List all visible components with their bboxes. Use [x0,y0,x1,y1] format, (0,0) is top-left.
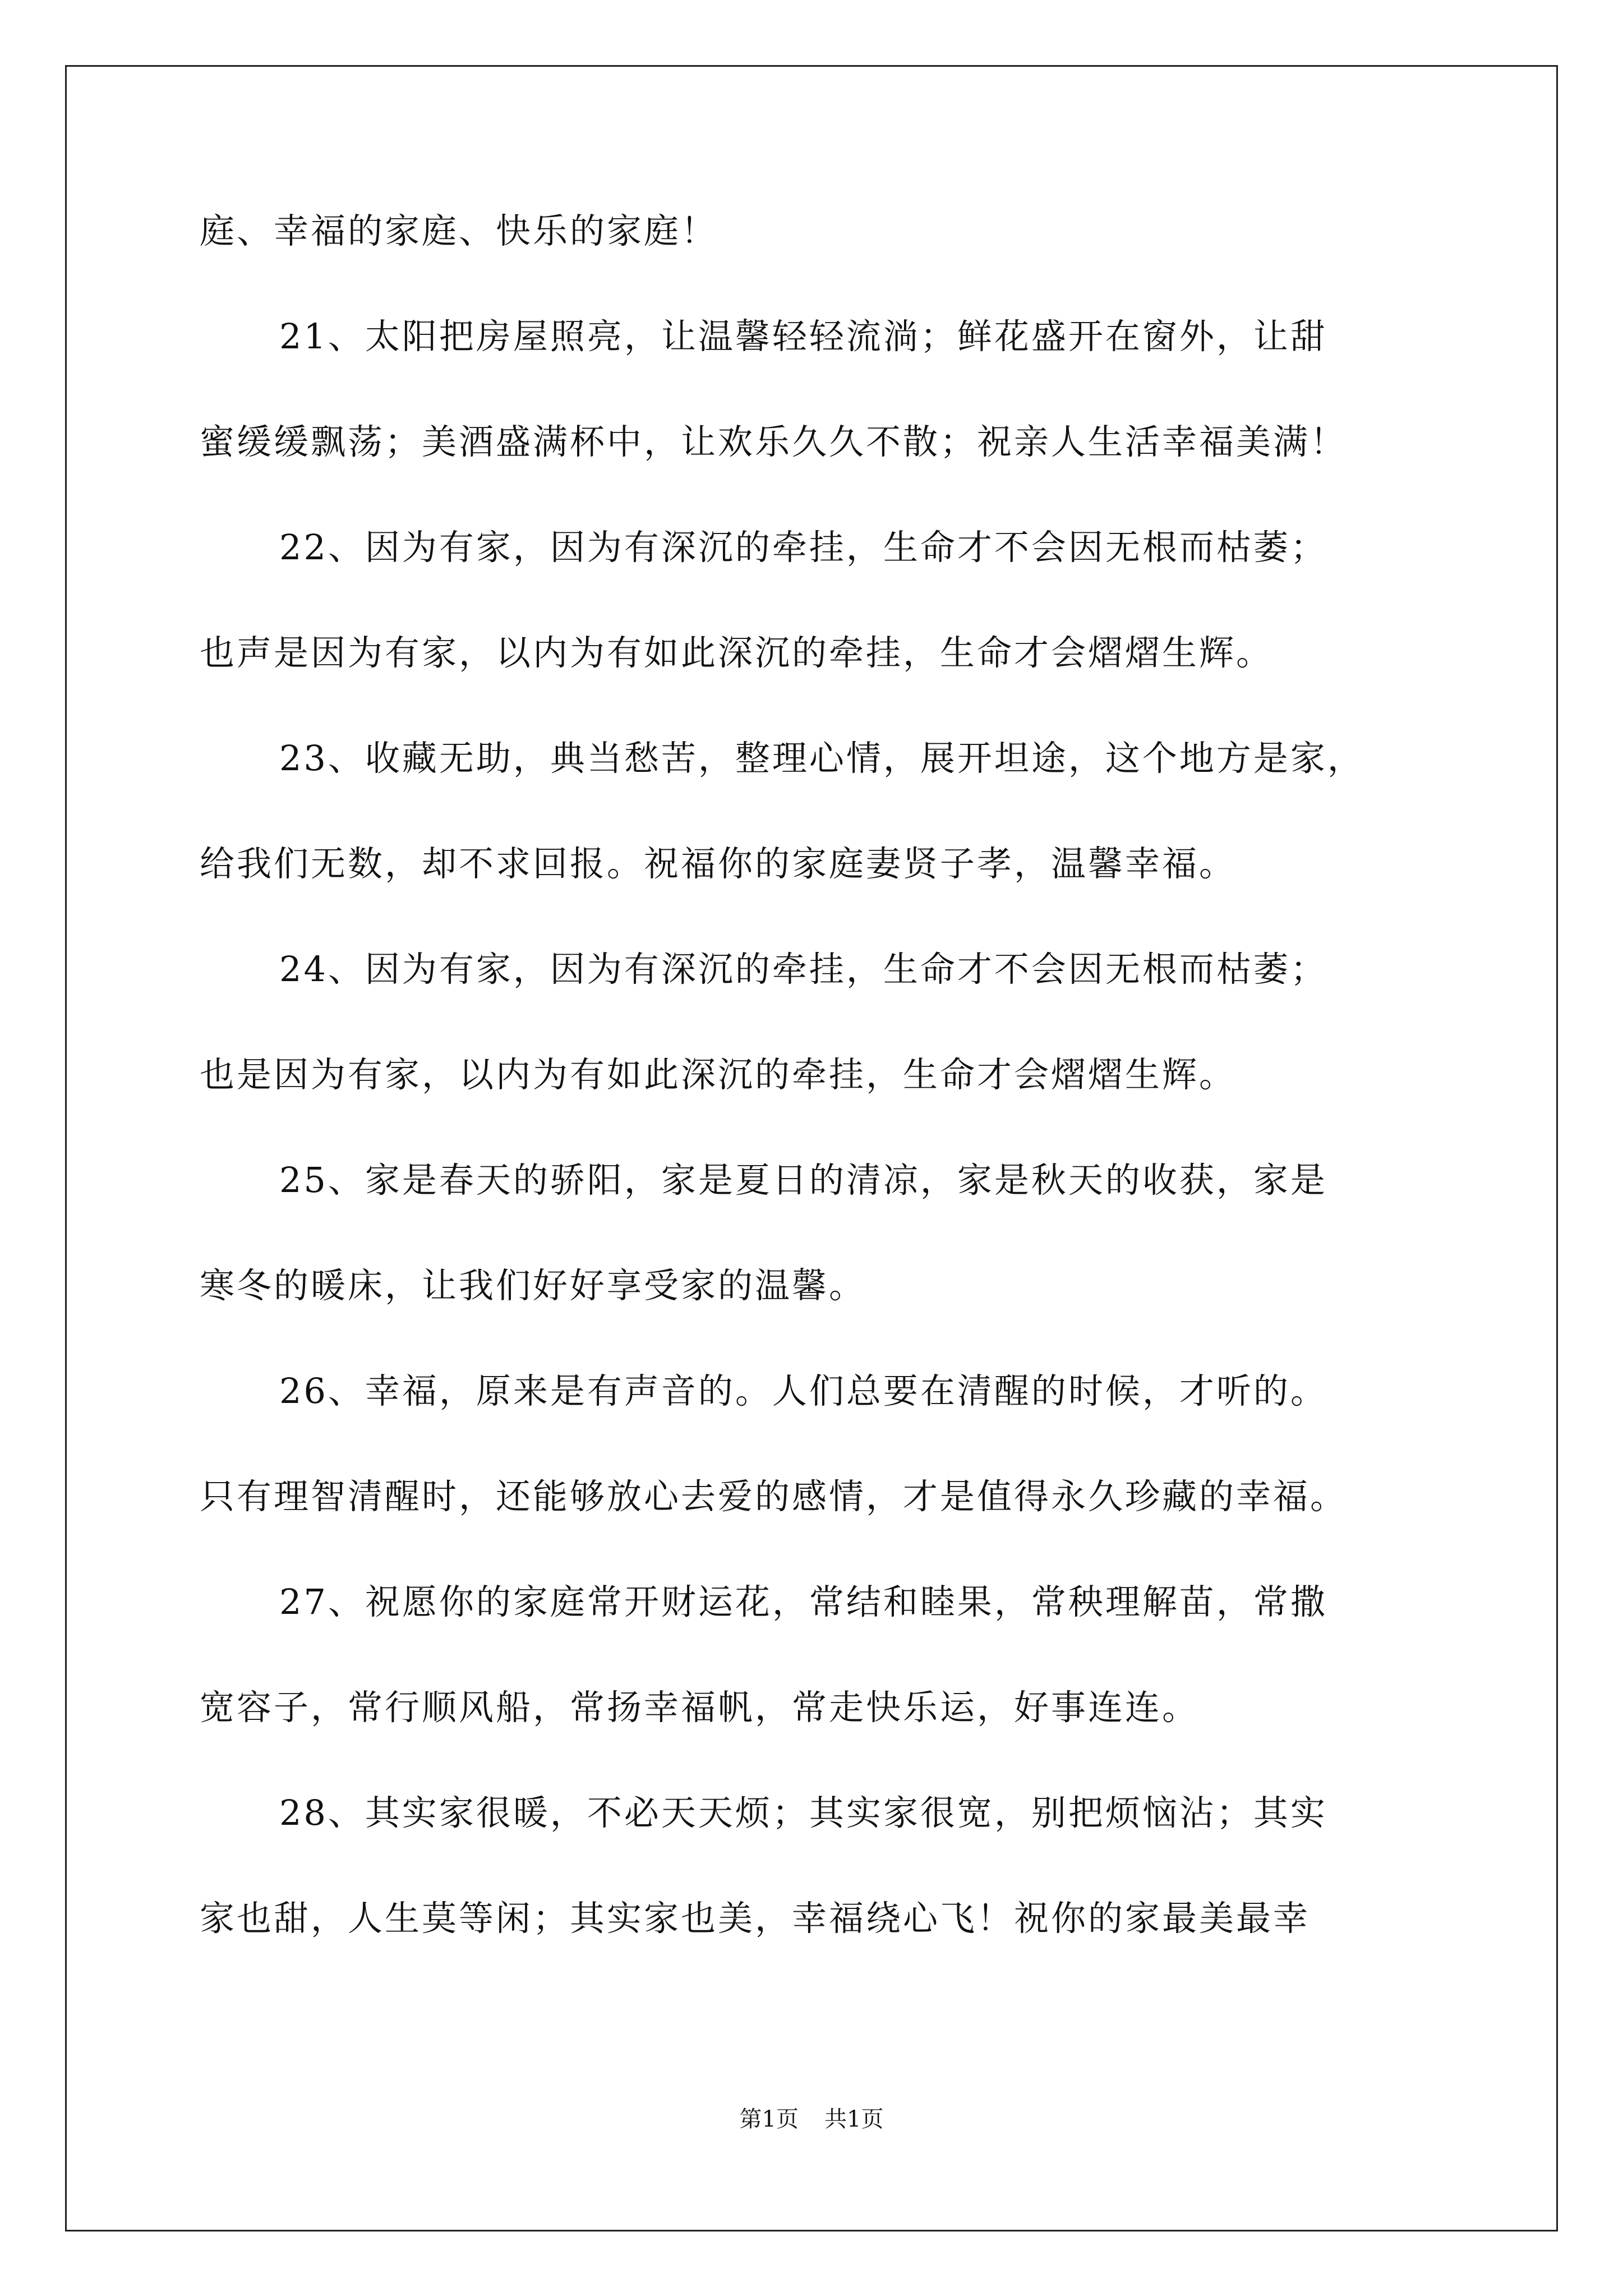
paragraph-23-line-1: 23、收藏无助，典当愁苦，整理心情，展开坦途，这个地方是家， [279,738,1364,779]
paragraph-23-line-2: 给我们无数，却不求回报。祝福你的家庭妻贤子孝，温馨幸福。 [200,843,1237,884]
paragraph-27-line-2: 宽容子，常行顺风船，常扬幸福帆，常走快乐运，好事连连。 [200,1687,1200,1728]
paragraph-26-line-2: 只有理智清醒时，还能够放心去爱的感情，才是值得永久珍藏的幸福。 [200,1476,1348,1517]
paragraph-22-line-2: 也声是因为有家，以内为有如此深沉的牵挂，生命才会熠熠生辉。 [200,632,1274,673]
document-body [200,197,1428,1990]
paragraph-25-line-2: 寒冬的暖床，让我们好好享受家的温馨。 [200,1265,866,1306]
paragraph-25-line-1: 25、家是春天的骄阳，家是夏日的清凉，家是秋天的收获，家是 [279,1159,1327,1200]
paragraph-24-line-2: 也是因为有家，以内为有如此深沉的牵挂，生命才会熠熠生辉。 [200,1054,1237,1095]
paragraph-22-line-1: 22、因为有家，因为有深沉的牵挂，生命才不会因无根而枯萎； [279,527,1327,568]
page-footer [0,2101,1623,2133]
paragraph-26-line-1: 26、幸福，原来是有声音的。人们总要在清醒的时候，才听的。 [279,1370,1327,1411]
paragraph-21-line-2: 蜜缓缓飘荡；美酒盛满杯中，让欢乐久久不散；祝亲人生活幸福美满！ [200,421,1348,462]
page-total: 共1页 [824,2106,884,2132]
text-line: 庭、幸福的家庭、快乐的家庭！ [200,210,718,251]
paragraph-28-line-2: 家也甜，人生莫等闲；其实家也美，幸福绕心飞！祝你的家最美最幸 [200,1898,1311,1939]
paragraph-21-line-1: 21、太阳把房屋照亮，让温馨轻轻流淌；鲜花盛开在窗外，让甜 [279,316,1327,357]
paragraph-27-line-1: 27、祝愿你的家庭常开财运花，常结和睦果，常秧理解苗，常撒 [279,1581,1327,1622]
page-number: 第1页 [739,2106,799,2132]
paragraph-28-line-1: 28、其实家很暖，不必天天烦；其实家很宽，别把烦恼沾；其实 [279,1792,1327,1833]
paragraph-24-line-1: 24、因为有家，因为有深沉的牵挂，生命才不会因无根而枯萎； [279,949,1327,990]
